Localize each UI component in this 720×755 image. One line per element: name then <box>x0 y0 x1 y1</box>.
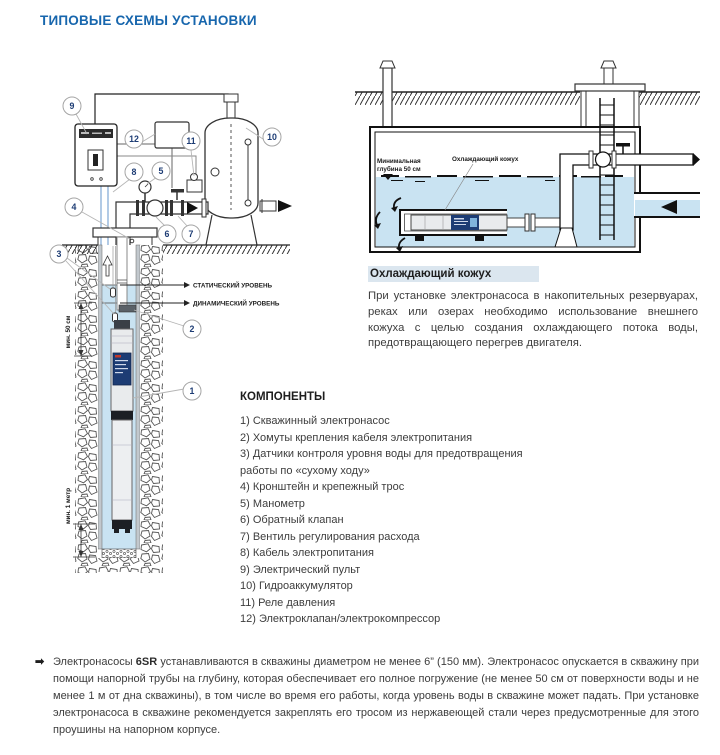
cooling-jacket-section <box>368 264 698 352</box>
check-valve <box>147 200 163 216</box>
min-bottom-clearance-label: мин. 1 метр <box>65 487 72 525</box>
svg-text:4: 4 <box>71 202 77 212</box>
component-item: 7) Вентиль регулирования расхода <box>240 530 420 543</box>
pump-motor <box>112 420 132 520</box>
ball-valve <box>596 152 611 167</box>
ground-surface <box>62 245 290 254</box>
component-item: 1) Скважинный электронасос <box>240 415 390 427</box>
shaft-cover <box>575 84 645 91</box>
callout-6 <box>158 225 176 243</box>
vent-pipe-right <box>604 68 613 84</box>
cooling-section-heading: Охлаждающий кожух <box>368 266 539 282</box>
min-submersion-label: мин. 50 см <box>65 315 72 349</box>
reservoir-cooling-diagram <box>355 60 700 260</box>
access-shaft <box>575 61 645 127</box>
installation-note-text <box>53 654 699 739</box>
callout-10 <box>263 128 281 146</box>
flow-valve-handle <box>171 189 184 193</box>
callout-3 <box>50 245 68 263</box>
pressure-relay <box>187 174 202 193</box>
component-item: 11) Реле давления <box>240 596 336 609</box>
callout-12 <box>125 130 143 148</box>
component-item: 9) Электрический пульт <box>240 563 361 576</box>
callout-7 <box>182 225 200 243</box>
riser-pipe <box>117 237 127 310</box>
callout-1 <box>183 382 201 400</box>
installation-note <box>35 654 699 739</box>
well-bottom-gravel <box>102 549 136 558</box>
tank-top-valve <box>224 94 238 102</box>
components-section <box>240 391 558 628</box>
hydroaccumulator-tank <box>205 94 292 245</box>
component-item: 6) Обратный клапан <box>240 514 344 526</box>
component-item: 8) Кабель электропитания <box>240 547 374 559</box>
electric-control-panel <box>75 124 117 186</box>
static-level-label: СТАТИЧЕСКИЙ УРОВЕНЬ <box>193 282 273 290</box>
arrow-bullet-icon: ➡ <box>35 656 45 668</box>
valve-handle <box>616 143 630 147</box>
svg-text:1: 1 <box>189 386 195 396</box>
outlet-arrow <box>693 153 700 166</box>
cable-clamp-bracket <box>119 305 136 312</box>
svg-text:8: 8 <box>131 167 137 177</box>
svg-text:2: 2 <box>189 324 195 334</box>
note-body: устанавливаются в скважины диаметром не менее 6” (150 мм). Электронасос опускается в скважину при помощи напорной трубы на глубину, которая обеспечивает его полное погружение (не менее 50 см от поверхности воды и не менее 1 м от дна скважины), в том числе во время его работы, когда уровень воды в скважине может падать. При установке электронасоса в скважине рекомендуется закреплять его тросом из нержавеющей стали через предусмотренные для этого проушины на напорном корпусе. <box>53 656 700 736</box>
components-heading: КОМПОНЕНТЫ <box>240 391 326 403</box>
page-title: ТИПОВЫЕ СХЕМЫ УСТАНОВКИ <box>40 13 257 28</box>
svg-text:5: 5 <box>158 166 164 176</box>
ground-surface <box>355 92 700 105</box>
callout-8 <box>125 163 143 181</box>
min-depth-label-line1: Минимальная <box>377 158 421 165</box>
callout-11 <box>182 132 200 150</box>
cooling-jacket-label: Охлаждающий кожух <box>452 156 519 163</box>
component-item: 5) Манометр <box>240 497 305 510</box>
callout-9 <box>63 97 81 115</box>
min-depth-label-line2: глубина 50 см <box>377 166 421 173</box>
outlet-flow-arrow <box>278 200 292 212</box>
tank-gauge <box>211 168 219 176</box>
component-item: 12) Электроклапан/электрокомпрессор <box>240 613 441 625</box>
component-item: 3) Датчики контроля уровня воды для предотвращения работы по «сухому ходу» <box>240 448 523 477</box>
svg-text:3: 3 <box>56 249 62 259</box>
callout-2 <box>183 320 201 338</box>
level-sensor-upper <box>111 288 116 297</box>
inlet-channel <box>634 193 700 217</box>
rope-hook <box>130 239 134 243</box>
callout-4 <box>65 198 83 216</box>
reservoir-diagram-svg <box>355 60 700 260</box>
component-item: 4) Кронштейн и крепежный трос <box>240 481 405 493</box>
component-item: 10) Гидроаккумулятор <box>240 580 353 592</box>
component-item: 2) Хомуты крепления кабеля электропитания <box>240 431 473 444</box>
pump-discharge-head <box>114 320 130 329</box>
svg-text:6: 6 <box>164 229 170 239</box>
cooling-section-body: При установке электронасоса в накопительных резервуарах, реках или озерах необходимо использование внешнего кожуха с целью создания охлаждающего потока воды, предотвращающего перегрев двигателя. <box>368 290 698 350</box>
rock-wall-right <box>140 245 163 573</box>
svg-text:11: 11 <box>186 136 196 146</box>
note-prefix: Электронасосы <box>53 656 136 668</box>
dynamic-level-label: ДИНАМИЧЕСКИЙ УРОВЕНЬ <box>193 300 280 308</box>
pump-model: 6SR <box>135 656 158 668</box>
svg-text:7: 7 <box>188 229 194 239</box>
svg-text:9: 9 <box>69 101 75 111</box>
svg-text:10: 10 <box>267 132 277 142</box>
callout-5 <box>152 162 170 180</box>
svg-text:12: 12 <box>129 134 139 144</box>
